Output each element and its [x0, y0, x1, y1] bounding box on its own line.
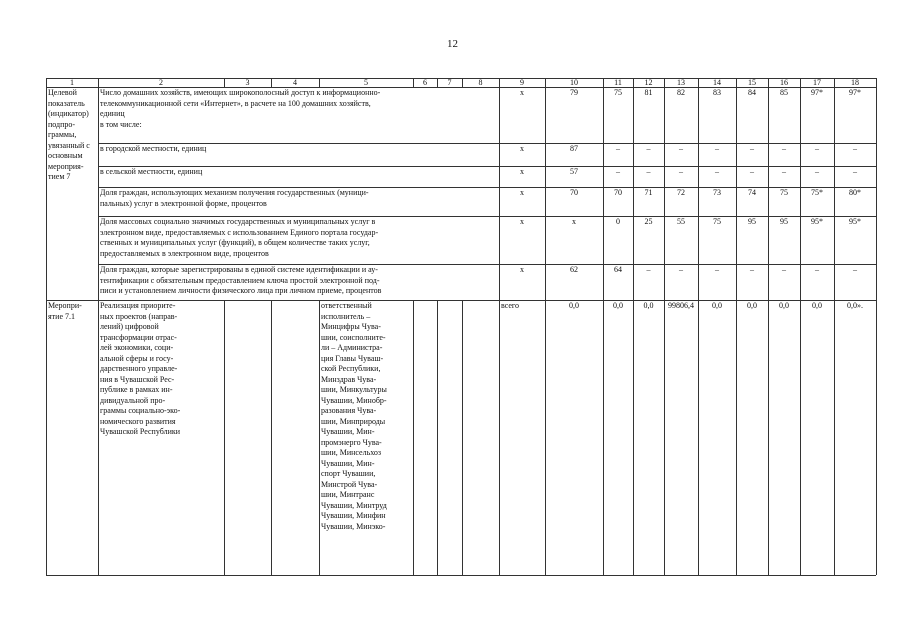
- column-number: 16: [780, 78, 788, 87]
- indicator-value: –: [679, 167, 683, 176]
- indicator-value: 82: [677, 88, 685, 97]
- measure-funding-source: всего: [501, 301, 520, 310]
- measure-value: 0,0: [613, 301, 623, 310]
- program-table: [46, 78, 876, 575]
- indicator-source-mark: х: [520, 265, 524, 274]
- measure-value: 0,0: [569, 301, 579, 310]
- indicator-value: 83: [713, 88, 721, 97]
- measure-name: Реализация приорите- ных проектов (направ- лений) цифровой трансформации отрас- лей экономики, соци- альной сферы и госу- дарственного управле- ния в Чувашской Рес- публике в рамках ин- дивидуальной про- граммы социально-эко- номического развития Чувашской Республики: [100, 301, 181, 436]
- indicator-source-mark: х: [520, 167, 524, 176]
- indicator-value: 71: [644, 188, 653, 197]
- column-number: 10: [570, 78, 578, 87]
- indicator-source-mark: х: [520, 144, 524, 153]
- measure-executors: ответственный исполнитель – Минцифры Чува- шии, соисполните- ли – Администра- ция Главы Чуваш- ской Республики, Минздрав Чува- шии, Минкультуры Чувашии, Минобр- разования Чува- шии, Минприроды Чувашии, Мин- промэнерго Чува- шии, Минсельхоз Чувашии, Мин- спорт Чувашии, Минстрой Чува- шии, Минтранс Чувашии, Минтруд Чувашии, Минфин Чувашии, Минэко-: [321, 301, 387, 531]
- indicator-value: –: [616, 167, 620, 176]
- indicator-value: 80*: [849, 188, 861, 197]
- column-number: 5: [364, 78, 368, 87]
- column-number: 1: [70, 78, 74, 87]
- indicator-value: 95*: [811, 217, 823, 226]
- indicator-value: 84: [748, 88, 756, 97]
- column-number: 14: [713, 78, 721, 87]
- indicator-value: 85: [780, 88, 788, 97]
- table-rule: [271, 300, 272, 575]
- indicator-source-mark: х: [520, 88, 524, 97]
- indicator-value: –: [853, 144, 857, 153]
- indicator-value: 74: [748, 188, 756, 197]
- indicator-value: 95: [748, 217, 756, 226]
- table-rule: [876, 78, 877, 575]
- measure-value: 0,0: [643, 301, 654, 310]
- column-number: 4: [293, 78, 297, 87]
- column-number: 6: [423, 78, 427, 87]
- indicator-value: 75*: [811, 188, 823, 197]
- indicator-value: 70: [570, 188, 578, 197]
- column-number: 12: [644, 78, 653, 87]
- table-rule: [413, 300, 414, 575]
- table-rule: [462, 300, 463, 575]
- indicator-value: –: [715, 265, 719, 274]
- column-number: 3: [245, 78, 250, 87]
- indicator-description: Доля граждан, использующих механизм получения государственных (муници- пальных) услуг в электронной форме, процентов: [100, 188, 369, 208]
- indicator-value: –: [715, 144, 719, 153]
- indicator-value: 72: [677, 188, 685, 197]
- column-number: 18: [851, 78, 859, 87]
- indicator-value: –: [853, 265, 857, 274]
- indicator-value: 81: [644, 88, 653, 97]
- indicator-value: 75: [780, 188, 788, 197]
- measure-value: 0,0».: [847, 301, 863, 310]
- indicator-value: –: [815, 167, 819, 176]
- indicator-value: –: [853, 167, 857, 176]
- indicator-label: Целевой показатель (индикатор) подпро- граммы, увязанный с основным мероприя- тием 7: [48, 88, 90, 181]
- indicator-description: Число домашних хозяйств, имеющих широкополосный доступ к информационно- телекоммуникационной сети «Интернет», в расчете на 100 домашних хозяйств, единиц в том числе:: [100, 88, 381, 129]
- indicator-value: 95: [780, 217, 788, 226]
- table-rule: [437, 300, 438, 575]
- indicator-description: Доля массовых социально значимых государственных и муниципальных услуг в электронном виде, предоставляемых с использованием Единого портала государ- ственных и муниципальных услуг (функций), в общем количестве таких услуг, предоставляемых в электронном виде, процентов: [100, 217, 379, 258]
- indicator-value: 70: [614, 188, 622, 197]
- indicator-value: 75: [713, 217, 721, 226]
- column-number: 9: [520, 78, 524, 87]
- indicator-value: 25: [644, 217, 653, 226]
- indicator-value: 57: [570, 167, 578, 176]
- indicator-value: –: [679, 144, 683, 153]
- column-number: 7: [447, 78, 452, 87]
- indicator-value: –: [715, 167, 719, 176]
- indicator-value: 79: [570, 88, 578, 97]
- indicator-value: –: [782, 144, 786, 153]
- indicator-description: в сельской местности, единиц: [100, 167, 203, 176]
- indicator-value: 95*: [849, 217, 861, 226]
- indicator-value: 97*: [849, 88, 861, 97]
- column-number: 13: [677, 78, 685, 87]
- indicator-value: –: [750, 144, 754, 153]
- indicator-description: в городской местности, единиц: [100, 144, 207, 153]
- table-rule: [46, 78, 47, 575]
- table-rule: [224, 300, 225, 575]
- indicator-value: 0: [616, 217, 620, 226]
- table-rule: [98, 78, 99, 575]
- indicator-value: –: [646, 144, 651, 153]
- indicator-value: 64: [614, 265, 622, 274]
- indicator-value: –: [782, 265, 786, 274]
- column-number: 11: [614, 78, 622, 87]
- indicator-source-mark: х: [520, 217, 524, 226]
- measure-value: 99806,4: [668, 301, 694, 310]
- indicator-source-mark: х: [520, 188, 524, 197]
- indicator-value: 55: [677, 217, 685, 226]
- measure-value: 0,0: [747, 301, 757, 310]
- column-number: 15: [748, 78, 756, 87]
- indicator-value: –: [616, 144, 620, 153]
- measure-label: Меропри- ятие 7.1: [48, 301, 82, 321]
- indicator-value: 75: [614, 88, 622, 97]
- indicator-value: х: [572, 217, 576, 226]
- column-number: 8: [478, 78, 483, 87]
- page-number: 12: [447, 38, 458, 50]
- column-number: 17: [813, 78, 821, 87]
- indicator-value: 87: [570, 144, 578, 153]
- indicator-value: –: [646, 167, 651, 176]
- indicator-value: –: [782, 167, 786, 176]
- measure-value: 0,0: [712, 301, 722, 310]
- indicator-description: Доля граждан, которые зарегистрированы в единой системе идентификации и ау- тентификации с обязательным предоставлением ключа простой электронной под- писи и установлением личности физического лица при личном приеме, процентов: [100, 265, 382, 295]
- indicator-value: –: [750, 265, 754, 274]
- indicator-value: –: [815, 144, 819, 153]
- indicator-value: –: [750, 167, 754, 176]
- measure-value: 0,0: [812, 301, 822, 310]
- indicator-value: –: [815, 265, 819, 274]
- measure-value: 0,0: [779, 301, 789, 310]
- table-rule: [46, 575, 876, 576]
- indicator-value: –: [646, 265, 651, 274]
- indicator-value: 73: [713, 188, 721, 197]
- table-rule: [319, 300, 320, 575]
- indicator-value: –: [679, 265, 683, 274]
- indicator-value: 97*: [811, 88, 823, 97]
- column-number: 2: [159, 78, 163, 87]
- indicator-value: 62: [570, 265, 578, 274]
